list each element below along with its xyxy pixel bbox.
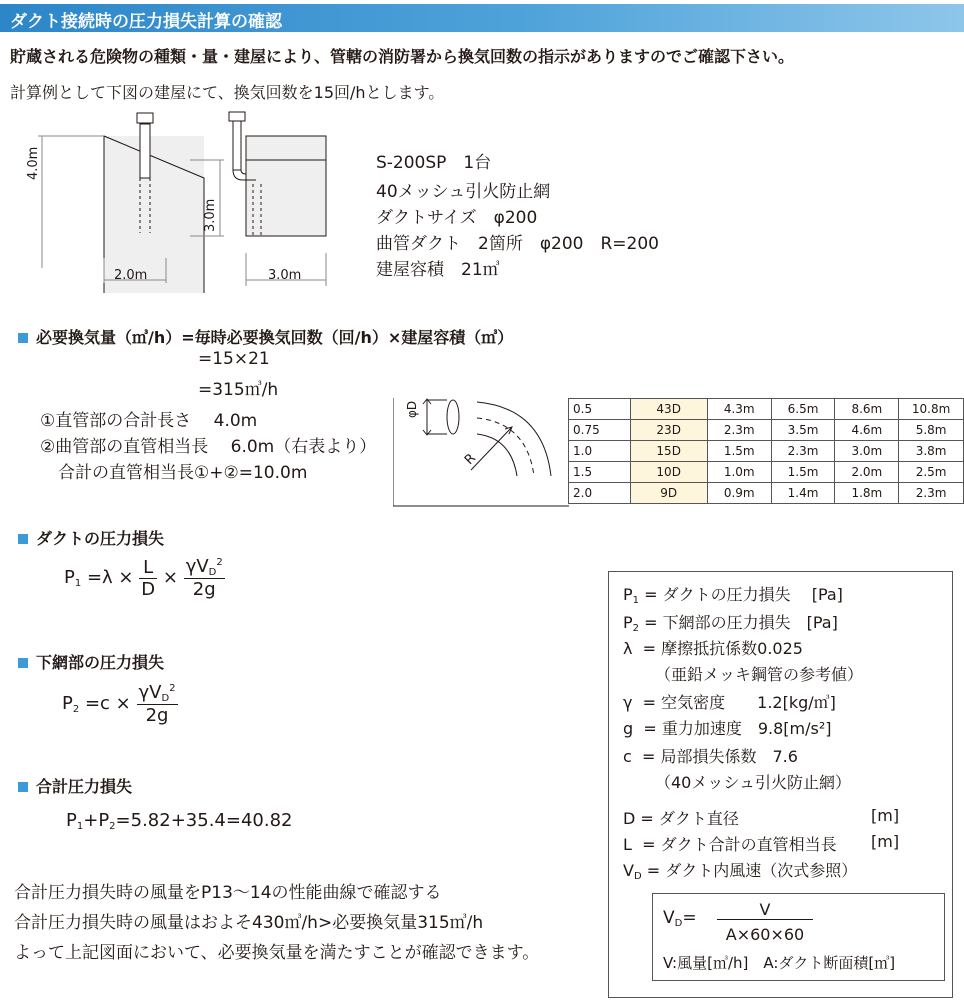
legend-subscript: D [633, 871, 642, 882]
required-line-2: =15×21 [198, 349, 270, 369]
formula-operator: =λ × [86, 567, 134, 588]
table-cell: 2.3m [899, 483, 964, 504]
fraction-velocity-head [137, 682, 178, 726]
table-cell: 10.8m [899, 399, 964, 420]
total-loss-heading [18, 774, 132, 797]
table-cell: 3.8m [899, 441, 964, 462]
table-cell: 1.5m [707, 441, 771, 462]
legend-text: = 下網部の圧力損失 [Pa] [644, 613, 838, 632]
formula-superscript: 2 [169, 683, 176, 694]
vd-note: V:風量[㎥/h] A:ダクト断面積[㎥] [663, 954, 896, 972]
legend-subscript: 1 [632, 595, 640, 606]
legend-symbol: c [623, 747, 632, 766]
height-right-label: 3.0m [203, 198, 218, 232]
table-cell: 2.0m [835, 462, 899, 483]
table-cell: 43D [630, 399, 707, 420]
formula-subscript: 2 [109, 821, 116, 832]
duct-loss-heading-text: ダクトの圧力損失 [36, 529, 165, 548]
legend-symbol: λ [623, 639, 633, 658]
bend-equivalent-table [568, 398, 964, 504]
required-item-1: ①直管部の合計長さ 4.0m [40, 411, 258, 431]
table-cell: 0.9m [707, 483, 771, 504]
spec-item-3: ダクトサイズ φ200 [376, 208, 538, 228]
table-cell: 3.0m [835, 441, 899, 462]
total-loss-formula [66, 810, 292, 832]
legend-lambda-note: （亜鉛メッキ鋼管の参考値） [655, 665, 864, 684]
formula-symbol: V [663, 908, 675, 928]
net-loss-formula [62, 682, 178, 726]
velocity-formula-box [652, 893, 945, 981]
duct-loss-heading [18, 526, 164, 549]
width-right-label: 3.0m [268, 268, 302, 283]
formula-superscript: 2 [216, 557, 223, 568]
table-cell: 6.5m [771, 399, 835, 420]
table-cell: 15D [630, 441, 707, 462]
vd-numerator: V [717, 900, 813, 920]
legend-text: = ダクト内風速（次式参照） [646, 861, 858, 880]
bullet-square-icon [18, 782, 28, 792]
spec-item-1: S-200SP 1台 [376, 153, 492, 173]
table-cell: 4.3m [707, 399, 771, 420]
required-heading-text: 必要換気量（㎥/h）=毎時必要換気回数（回/h）×建屋容積（㎥） [36, 328, 514, 347]
legend-text: = ダクト合計の直管相当長 [642, 835, 837, 854]
required-line-3: =315㎥/h [198, 380, 279, 400]
formula-symbol: P [66, 810, 77, 831]
building-diagram [20, 108, 340, 293]
fraction-velocity-head [184, 556, 225, 600]
legend-text: = ダクトの圧力損失 [Pa] [644, 585, 843, 604]
formula-subscript: 1 [74, 578, 82, 589]
fraction-denominator: 2g [145, 705, 169, 726]
table-cell: 23D [630, 420, 707, 441]
table-cell: 1.0m [707, 462, 771, 483]
legend-text: = ダクト直径 [640, 809, 739, 828]
required-heading [18, 325, 513, 348]
vd-denominator: A×60×60 [725, 925, 805, 944]
formula-operator: =c × [84, 693, 131, 714]
legend-p2 [623, 610, 838, 634]
legend-text: = 重力加速度 9.8[m/s²] [643, 719, 832, 738]
legend-l [623, 832, 837, 855]
legend-gamma [623, 690, 836, 713]
net-loss-heading [18, 650, 164, 673]
formula-operator: × [162, 567, 178, 588]
formula-symbol: +P [83, 810, 110, 831]
section-title: ダクト接続時の圧力損失計算の確認 [10, 12, 282, 32]
table-cell: 1.5 [569, 462, 631, 483]
formula-operator: = [682, 908, 697, 928]
legend-symbol: P [623, 613, 633, 632]
formula-result: =5.82+35.4=40.82 [115, 810, 293, 831]
formula-subscript: 2 [72, 704, 80, 715]
legend-c [623, 744, 798, 767]
legend-symbol: D [623, 809, 636, 828]
vd-lhs [663, 908, 697, 929]
intro-line-1: 貯蔵される危険物の種類・量・建屋により、管轄の消防署から換気回数の指示がありますのでご確認下さい。 [10, 47, 795, 66]
table-cell: 2.5m [899, 462, 964, 483]
table-row [569, 462, 964, 483]
formula-symbol: P [64, 567, 75, 588]
section-header-banner [0, 4, 964, 32]
required-item-2: ②曲管部の直管相当長 6.0m（右表より） [40, 437, 377, 457]
width-left-label: 2.0m [114, 268, 148, 283]
formula-subscript: D [161, 693, 170, 704]
fraction-denominator: 2g [192, 579, 216, 600]
table-cell: 1.5m [771, 462, 835, 483]
legend-symbol: γ [623, 693, 633, 712]
net-loss-heading-text: 下網部の圧力損失 [36, 653, 165, 672]
formula-symbol: γV [185, 556, 209, 577]
table-row [569, 483, 964, 504]
conclusion-line-2: 合計圧力損失時の風量はおよそ430㎥/h>必要換気量315㎥/h [14, 913, 484, 933]
bend-diagram [393, 398, 569, 510]
duct-loss-formula [64, 556, 225, 600]
spec-item-5: 建屋容積 21㎥ [376, 260, 500, 280]
conclusion-line-1: 合計圧力損失時の風量をP13～14の性能曲線で確認する [14, 883, 442, 903]
legend-vd [623, 858, 857, 882]
table-cell: 1.4m [771, 483, 835, 504]
total-loss-heading-text: 合計圧力損失 [36, 777, 133, 796]
table-cell: 10D [630, 462, 707, 483]
table-cell: 2.3m [771, 441, 835, 462]
formula-symbol: P [62, 693, 73, 714]
bend-radius-label: R [462, 450, 480, 469]
table-row [569, 441, 964, 462]
legend-g [623, 716, 831, 739]
conclusion-line-3: よって上記図面において、必要換気量を満たすことが確認できます。 [14, 943, 540, 963]
table-cell: 0.5 [569, 399, 631, 420]
fraction-denominator: D [141, 578, 156, 600]
required-item-3: 合計の直管相当長①+②=10.0m [58, 463, 308, 483]
legend-subscript: 2 [632, 623, 640, 634]
legend-d [623, 806, 739, 829]
fraction-numerator [137, 682, 178, 705]
bullet-square-icon [18, 658, 28, 668]
spec-item-4: 曲管ダクト 2箇所 φ200 R=200 [376, 234, 659, 254]
table-cell: 9D [630, 483, 707, 504]
legend-text: = 空気密度 1.2[kg/㎥] [642, 693, 836, 712]
formula-subscript: D [208, 567, 217, 578]
legend-l-unit: [m] [871, 832, 900, 851]
table-cell: 2.3m [707, 420, 771, 441]
table-cell: 2.0 [569, 483, 631, 504]
table-row [569, 399, 964, 420]
legend-text: = 摩擦抵抗係数0.025 [642, 639, 803, 658]
table-cell: 4.6m [835, 420, 899, 441]
spec-item-2: 40メッシュ引火防止網 [376, 182, 551, 202]
bullet-square-icon [18, 534, 28, 544]
fraction-numerator: L [139, 557, 157, 579]
bullet-square-icon [18, 333, 28, 343]
table-cell: 0.75 [569, 420, 631, 441]
legend-symbol: V [623, 861, 634, 880]
fraction-l-over-d [139, 557, 157, 600]
legend-text: = 局部損失係数 7.6 [641, 747, 798, 766]
intro-line-2: 計算例として下図の建屋にて、換気回数を15回/hとします。 [10, 83, 445, 102]
table-cell: 3.5m [771, 420, 835, 441]
legend-symbol: L [623, 835, 632, 854]
fraction-numerator [184, 556, 225, 579]
legend-lambda [623, 636, 803, 659]
legend-d-unit: [m] [871, 806, 900, 825]
table-cell: 1.8m [835, 483, 899, 504]
table-row [569, 420, 964, 441]
legend-p1 [623, 582, 843, 606]
legend-symbol: P [623, 585, 633, 604]
formula-symbol: γV [138, 682, 162, 703]
legend-symbol: g [623, 719, 634, 738]
table-cell: 5.8m [899, 420, 964, 441]
table-cell: 8.6m [835, 399, 899, 420]
height-left-label: 4.0m [26, 146, 41, 180]
formula-subscript: 1 [76, 821, 84, 832]
table-cell: 1.0 [569, 441, 631, 462]
formula-subscript: D [674, 918, 683, 929]
bend-diameter-label: φD [405, 400, 419, 418]
legend-c-note: （40メッシュ引火防止網） [655, 773, 852, 792]
